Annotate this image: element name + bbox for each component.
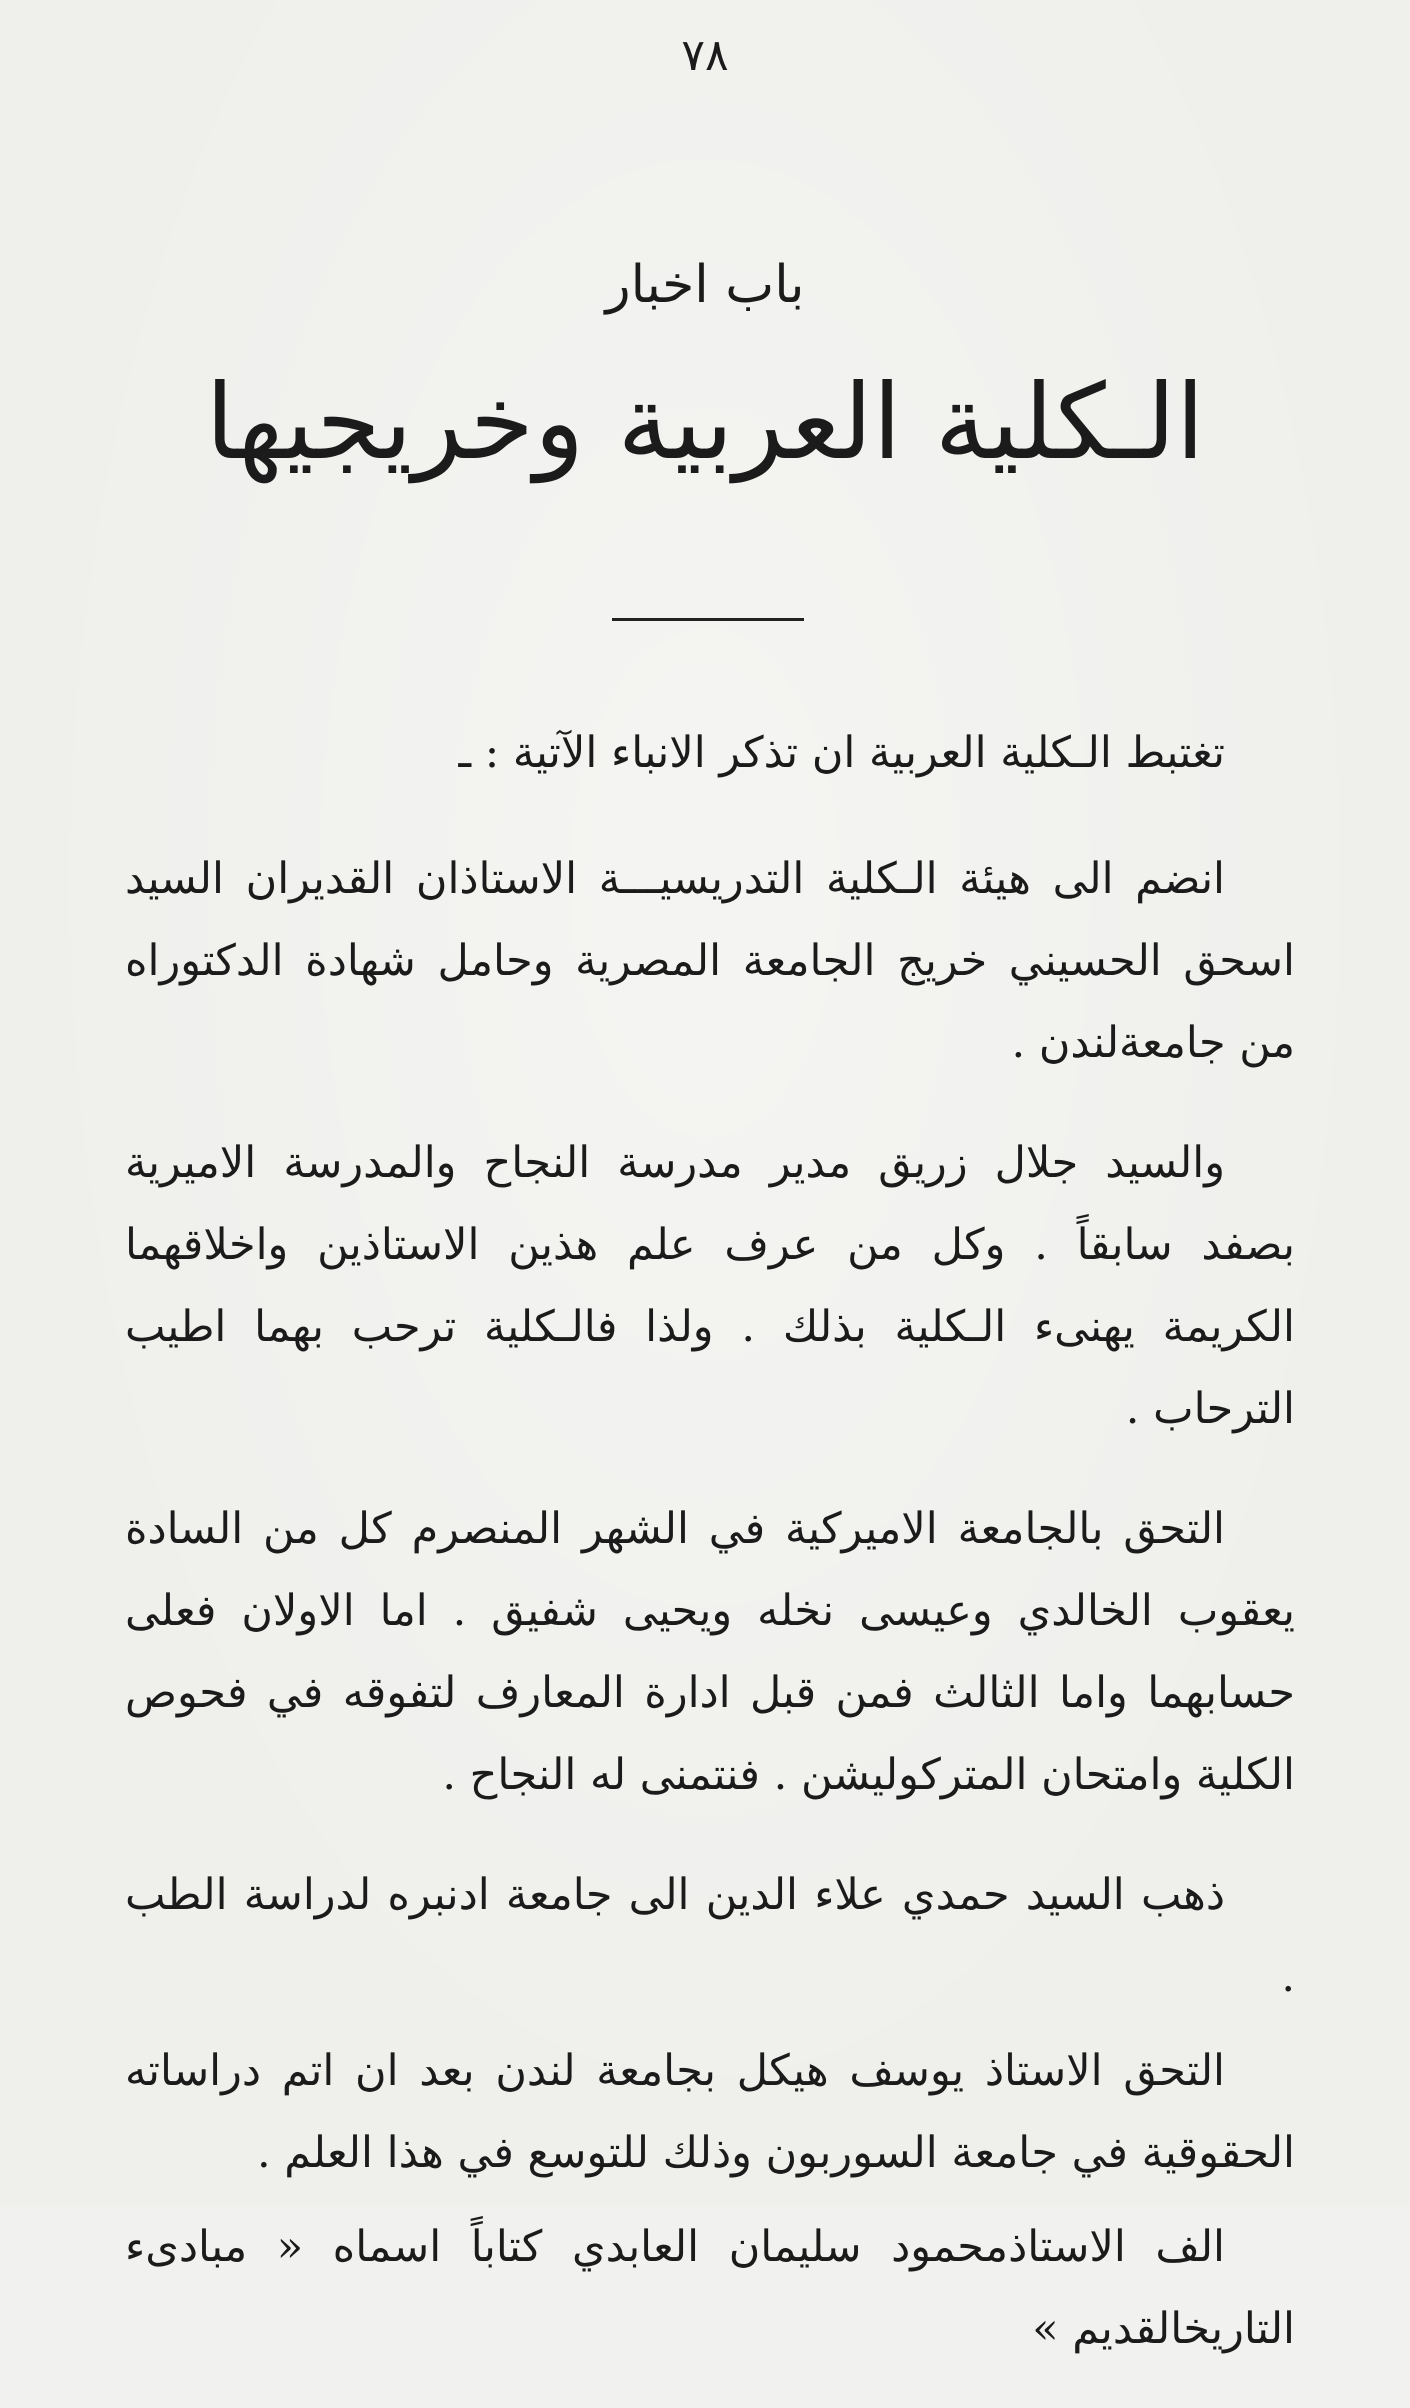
paragraph-edinburgh: ذهب السيد حمدي علاء الدين الى جامعة ادنبره لدراسة الطب .: [125, 1870, 1295, 2002]
paragraph-aub-students: التحق بالجامعة الاميركية في الشهر المنصرم كل من السادة يعقوب الخالدي وعيسى نخله ويحيى شفيق . اما الاولان فعلى حسابهما واما الثالث فمن قبل ادارة المعارف لتفوقه في فحوص الكلية وامتحان المتركوليشن . فنتمنى له النجاح .: [125, 1504, 1295, 1800]
paragraph-jalal-zuraiq: والسيد جلال زريق مدير مدرسة النجاح والمدرسة الاميرية بصفد سابقاً . وكل من عرف علم هذين الاستاذين واخلاقهما الكريمة يهنىء الـكلية بذلك . ولذا فالـكلية ترحب بهما اطيب الترحاب .: [125, 1138, 1295, 1434]
article-body: [125, 712, 1295, 2408]
section-kicker: باب اخبار: [605, 255, 805, 315]
paragraph-new-faculty: انضم الى هيئة الـكلية التدريسيـــة الاستاذان القديران السيد اسحق الحسيني خريج الجامعة المصرية وحامل شهادة الدكتوراه من جامعةلندن .: [125, 854, 1295, 1068]
paragraph-london: التحق الاستاذ يوسف هيكل بجامعة لندن بعد ان اتم دراساته الحقوقية في جامعة السوربون وذلك للتوسع في هذا العلم .: [125, 2046, 1295, 2178]
paragraph-book: الف الاستاذمحمود سليمان العابدي كتاباً اسماه « مبادىء التاريخالقديم »: [125, 2222, 1295, 2354]
section-title: الـكلية العربية وخريجيها: [205, 361, 1205, 483]
page-number: ٧٨: [681, 30, 729, 81]
title-divider: [612, 618, 804, 621]
paragraph-intro: تغتبط الـكلية العربية ان تذكر الانباء الآتية : ـ: [458, 728, 1225, 778]
